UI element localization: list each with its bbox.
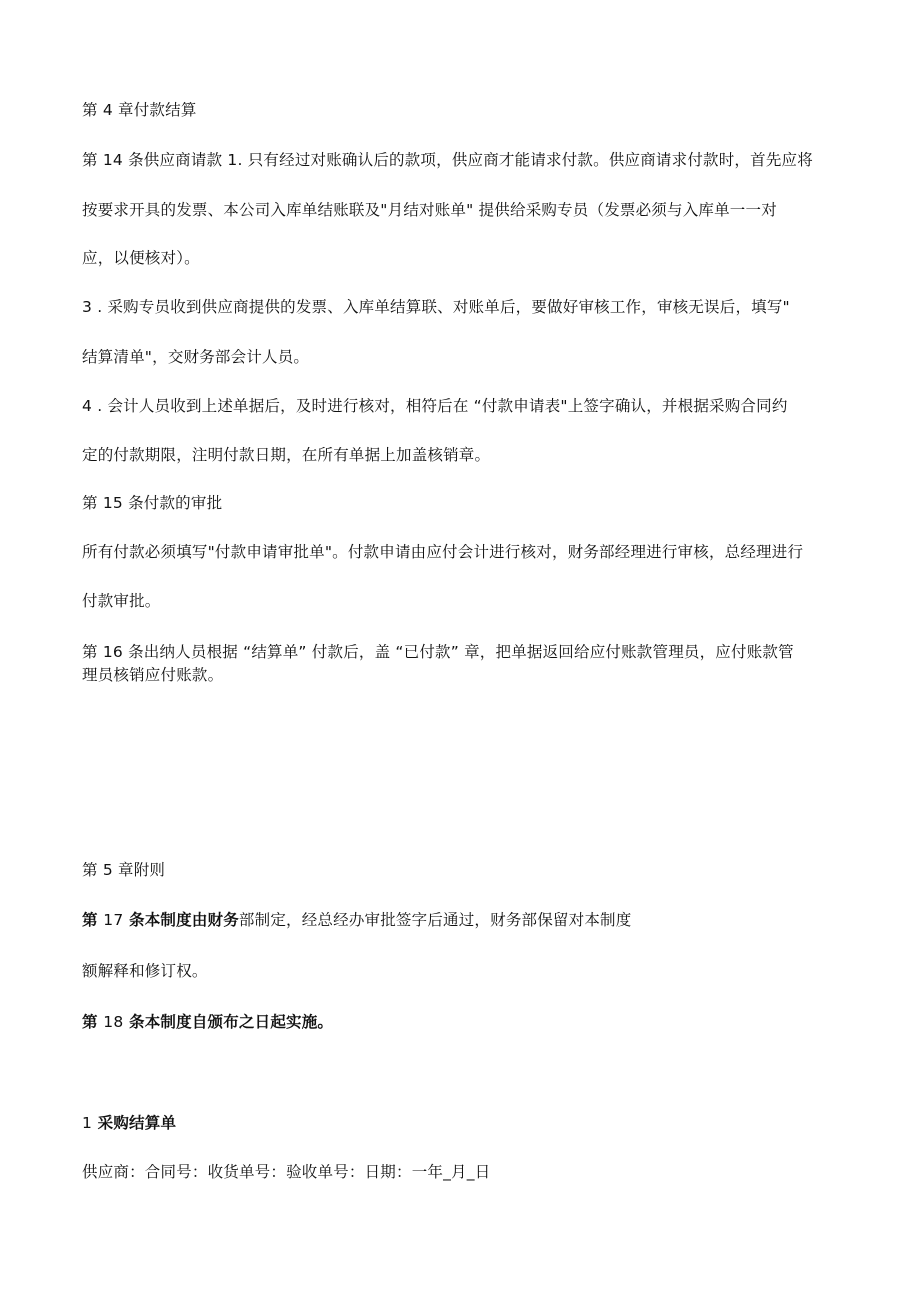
article-15-title: 第 15 条付款的审批 — [82, 494, 223, 512]
form-title-text: 采购结算单 — [92, 1114, 177, 1132]
article-17-line-1 — [82, 909, 631, 931]
item-4-line-2: 定的付款期限，注明付款日期，在所有单据上加盖核销章。 — [82, 446, 491, 464]
article-14-line-3: 应，以便核对）。 — [82, 249, 200, 267]
item-4-line-1: 4 . 会计人员收到上述单据后，及时进行核对，相符后在 “付款申请表"上签字确认，并根据采购合同约 — [82, 397, 788, 415]
chapter-5-heading: 第 5 章附则 — [82, 861, 166, 879]
chapter-4-heading: 第 4 章付款结算 — [82, 101, 197, 119]
article-16-line-2: 理员核销应付账款。 — [82, 666, 224, 684]
form-fields: 供应商：合同号：收货单号：验收单号：日期：一年_月_日 — [82, 1163, 491, 1181]
item-3-line-2: 结算清单"，交财务部会计人员。 — [82, 348, 310, 366]
form-title — [82, 1112, 176, 1134]
item-3-line-1: 3 . 采购专员收到供应商提供的发票、入库单结算联、对账单后，要做好审核工作，审核无误后，填写" — [82, 298, 790, 316]
article-17-rest: 部制定，经总经办审批签字后通过，财务部保留对本制度 — [238, 911, 632, 929]
article-14-line-2: 按要求开具的发票、本公司入库单结账联及"月结对账单" 提供给采购专员（发票必须与入库单一一对 — [82, 201, 777, 219]
article-15-line-2: 付款审批。 — [82, 592, 161, 610]
form-number: 1 — [82, 1114, 93, 1132]
article-17-prefix: 第 — [82, 911, 104, 929]
article-18-bold-part: 条本制度自颁布之日起实施。 — [123, 1013, 334, 1031]
article-18-number: 18 — [103, 1013, 124, 1031]
article-17-number: 17 — [103, 911, 124, 929]
article-15-line-1: 所有付款必须填写"付款申请审批单"。付款申请由应付会计进行核对，财务部经理进行审核，总经理进行 — [82, 543, 804, 561]
article-17-bold-part: 条本制度由财务 — [123, 911, 239, 929]
article-18-prefix: 第 — [82, 1013, 104, 1031]
article-17-line-2: 额解释和修订权。 — [82, 962, 208, 980]
article-16-line-1: 第 16 条出纳人员根据 “结算单” 付款后，盖 “已付款” 章，把单据返回给应付账款管理员，应付账款管 — [82, 643, 794, 661]
article-18 — [82, 1011, 333, 1033]
article-14-line-1: 第 14 条供应商请款 1. 只有经过对账确认后的款项，供应商才能请求付款。供应商请求付款时，首先应将 — [82, 151, 813, 169]
